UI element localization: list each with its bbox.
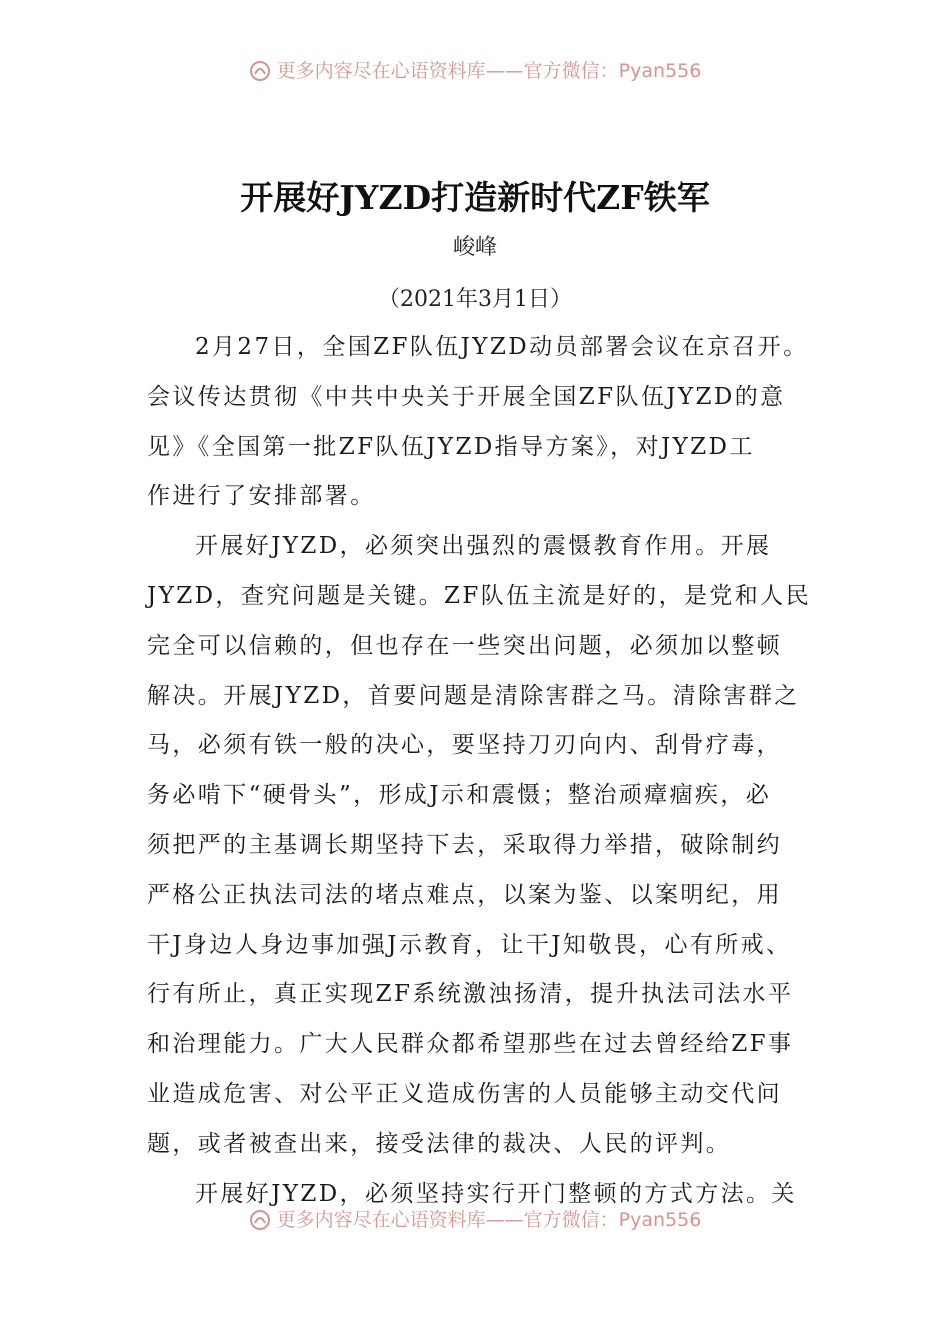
document-body	[147, 323, 827, 1219]
text-line: 严格公正执法司法的堵点难点，以案为鉴、以案明纪，用	[147, 881, 782, 908]
watermark-header	[0, 60, 950, 82]
text-line: 开展好JYZD，必须坚持实行开门整顿的方式方法。关	[195, 1180, 797, 1207]
text-line: 题，或者被查出来，接受法律的裁决、人民的评判。	[147, 1130, 732, 1157]
document-title: 开展好JYZD打造新时代ZF铁军	[240, 178, 710, 217]
text-line: 干J身边人身边事加强J示教育，让干J知敬畏，心有所戒、	[147, 931, 792, 958]
text-line: JYZD，查究问题是关键。ZF队伍主流是好的，是党和人民	[147, 582, 811, 609]
text-line: 见》《全国第一批ZF队伍JYZD指导方案》，对JYZD工	[147, 433, 755, 460]
text-line: 须把严的主基调长期坚持下去，采取得力举措，破除制约	[147, 831, 782, 858]
watermark-footer	[0, 1209, 950, 1231]
text-line: 务必啃下“硬骨头”，形成J示和震慑；整治顽瘴痼疾，必	[147, 782, 772, 809]
logo-icon	[249, 1209, 271, 1231]
text-line: 完全可以信赖的，但也存在一些突出问题，必须加以整顿	[147, 632, 782, 659]
text-line: 作进行了安排部署。	[147, 483, 376, 510]
logo-icon	[249, 60, 271, 82]
text-line: 业造成危害、对公平正义造成伤害的人员能够主动交代问	[147, 1080, 782, 1107]
watermark-text: 更多内容尽在心语资料库——官方微信：Pyan556	[276, 1209, 702, 1231]
watermark-text: 更多内容尽在心语资料库——官方微信：Pyan556	[276, 60, 702, 82]
text-line: 和治理能力。广大人民群众都希望那些在过去曾经给ZF事	[147, 1031, 794, 1058]
text-line: 2月27日，全国ZF队伍JYZD动员部署会议在京召开。	[195, 334, 809, 360]
text-line: 行有所止，真正实现ZF系统激浊扬清，提升执法司法水平	[147, 981, 794, 1008]
text-line: 会议传达贯彻《中共中央关于开展全国ZF队伍JYZD的意	[147, 383, 786, 410]
text-line: 解决。开展JYZD，首要问题是清除害群之马。清除害群之	[147, 682, 800, 709]
document-date: （2021年3月1日）	[378, 287, 572, 312]
text-line: 开展好JYZD，必须突出强烈的震慑教育作用。开展	[195, 533, 772, 560]
document-author: 峻峰	[452, 235, 497, 260]
text-line: 马，必须有铁一般的决心，要坚持刀刃向内、刮骨疗毒，	[147, 732, 782, 759]
